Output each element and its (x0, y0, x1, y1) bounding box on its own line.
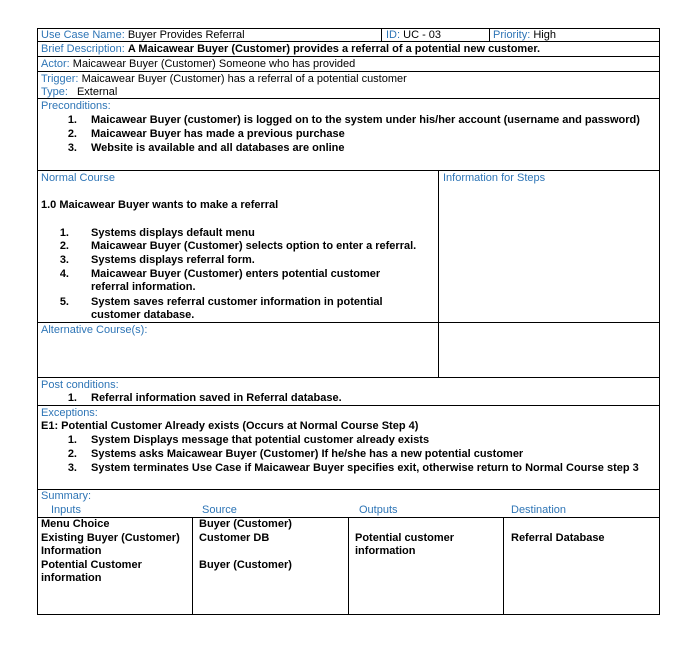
summary-input: Potential Customer information (41, 559, 142, 584)
exception-item: System terminates Use Case if Maicawear Buyer specifies exit, otherwise return to Normal Course step 3 (91, 462, 639, 474)
normal-course-step: Systems displays referral form. (91, 254, 255, 266)
exception-title: E1: Potential Customer Already exists (Occurs at Normal Course Step 4) (41, 420, 419, 432)
exception-number: 2. (67, 448, 77, 460)
postcondition-item: Referral information saved in Referral database. (91, 392, 342, 404)
rule-trigger (37, 98, 660, 99)
rule-postconditions (37, 405, 660, 406)
trigger-text: Maicawear Buyer (Customer) has a referral of a potential customer (81, 73, 407, 85)
rule-summary-col-2 (348, 517, 349, 615)
precondition-item: Website is available and all databases are online (91, 142, 345, 154)
rule-summary-col-3 (503, 517, 504, 615)
normal-course-step: System saves referral customer information in potential customer database. (91, 296, 383, 321)
precondition-item: Maicawear Buyer (customer) is logged on to the system under his/her account (username and password) (91, 114, 640, 126)
use-case-name-value: Buyer Provides Referral (127, 29, 245, 41)
rule-left (37, 28, 38, 615)
exception-number: 3. (67, 462, 77, 474)
rule-preconditions (37, 170, 660, 171)
trigger (41, 73, 407, 86)
summary-column-destination: Destination (511, 504, 567, 516)
step-number: 3. (59, 254, 69, 266)
exception-item: Systems asks Maicawear Buyer (Customer) If he/she has a new potential customer (91, 448, 524, 460)
summary-destination: Referral Database (511, 532, 605, 544)
brief-text: A Maicawear Buyer (Customer) provides a referral of a potential new customer. (127, 43, 541, 55)
exceptions-label: Exceptions: (41, 407, 98, 419)
step-number: 5. (59, 296, 69, 308)
brief-label: Brief Description: (41, 43, 125, 55)
summary-source: Buyer (Customer) (199, 518, 292, 530)
normal-course-step: Maicawear Buyer (Customer) enters potential customer referral information. (91, 268, 381, 293)
summary-column-outputs: Outputs (359, 504, 398, 516)
type (41, 86, 117, 99)
summary-source: Buyer (Customer) (199, 559, 292, 571)
precondition-number: 2. (67, 128, 77, 140)
actor (41, 58, 355, 71)
actor-label: Actor: (41, 58, 70, 70)
rule-exceptions (37, 489, 660, 490)
rule-right (659, 28, 660, 615)
preconditions-label: Preconditions: (41, 100, 111, 112)
rule-normal-course (37, 322, 660, 323)
normal-course-step: Maicawear Buyer (Customer) selects option to enter a referral. (91, 240, 417, 252)
precondition-number: 1. (67, 114, 77, 126)
exception-number: 1. (67, 434, 77, 446)
precondition-number: 3. (67, 142, 77, 154)
summary-column-inputs: Inputs (51, 504, 81, 516)
normal-course-intro: 1.0 Maicawear Buyer wants to make a referral (41, 199, 279, 211)
rule-alternative (37, 377, 660, 378)
exception-item: System Displays message that potential customer already exists (91, 434, 430, 446)
rule-summary-col-1 (192, 517, 193, 615)
rule-priority-left (489, 28, 490, 42)
summary-column-source: Source (202, 504, 237, 516)
type-text: External (76, 86, 118, 98)
id-label: ID: (386, 29, 401, 41)
use-case-document (37, 28, 660, 615)
step-number: 4. (59, 268, 69, 280)
rule-actor (37, 71, 660, 72)
rule-brief (37, 56, 660, 57)
summary-source: Customer DB (199, 532, 270, 544)
step-number: 2. (59, 240, 69, 252)
use-case-name-field (41, 29, 245, 42)
normal-course-step: Systems displays default menu (91, 227, 255, 239)
id-field (386, 29, 441, 42)
normal-course-label: Normal Course (41, 172, 115, 184)
postcondition-number: 1. (67, 392, 77, 404)
priority-field (493, 29, 556, 42)
step-number: 1. (59, 227, 69, 239)
type-label: Type: (41, 86, 68, 98)
postconditions-label: Post conditions: (41, 379, 119, 391)
priority-label: Priority: (493, 29, 531, 41)
use-case-name-label: Use Case Name: (41, 29, 125, 41)
rule-id-left (381, 28, 382, 42)
trigger-label: Trigger: (41, 73, 79, 85)
summary-label: Summary: (41, 490, 92, 502)
summary-input: Menu Choice (41, 518, 110, 530)
rule-info-column (438, 170, 439, 378)
precondition-item: Maicawear Buyer has made a previous purchase (91, 128, 345, 140)
id-value: UC - 03 (403, 29, 442, 41)
brief-description (41, 43, 540, 56)
summary-output: Potential customer information (355, 532, 455, 557)
summary-input: Existing Buyer (Customer) Information (41, 532, 180, 557)
information-for-steps-label: Information for Steps (443, 172, 546, 184)
alternative-course-label: Alternative Course(s): (41, 324, 148, 336)
priority-value: High (533, 29, 556, 41)
actor-text: Maicawear Buyer (Customer) Someone who has provided (72, 58, 356, 70)
